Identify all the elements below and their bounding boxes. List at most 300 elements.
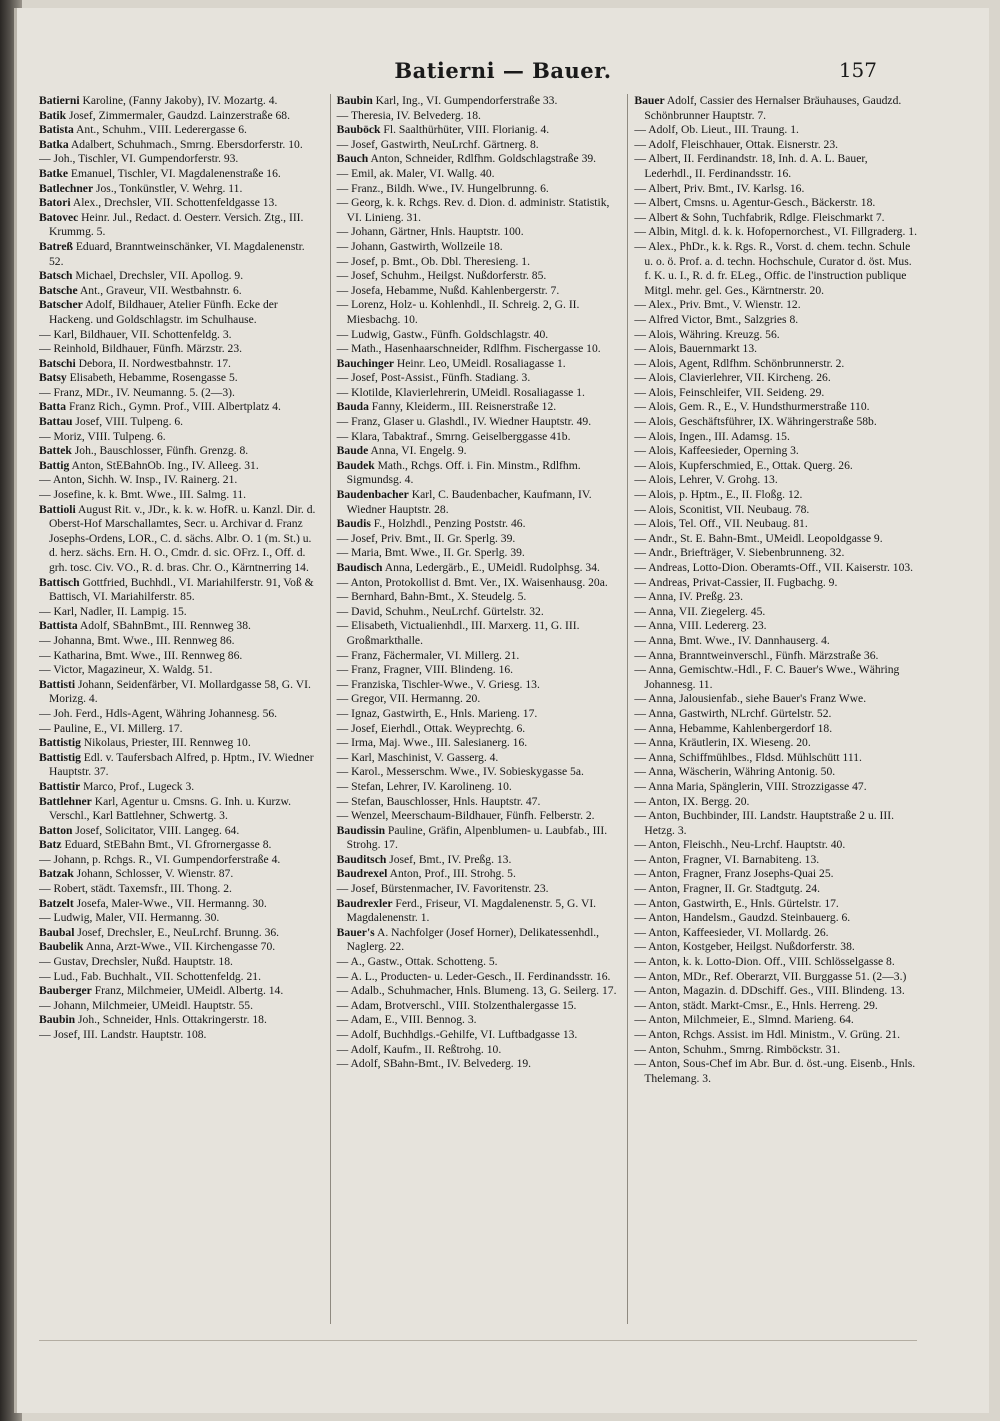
entry-text: — Anna, Hebamme, Kahlenbergerdorf 18. [634, 721, 833, 735]
entry-text: — Anton, Gastwirth, E., Hnls. Gürtelstr. 17. [634, 896, 839, 910]
column-right [627, 94, 917, 1324]
entry-text: Karl, Agentur u. Cmsns. G. Inh. u. Kurzw. Verschl., Karl Battlehner, Schwertg. 3. [49, 794, 292, 823]
entry-text: — Emil, ak. Maler, VI. Wallg. 40. [336, 166, 495, 180]
directory-entry [39, 1028, 322, 1043]
entry-text: — Adolf, SBahn-Bmt., IV. Belvederg. 19. [336, 1057, 532, 1071]
directory-entry [337, 196, 620, 225]
directory-entry [39, 328, 322, 343]
directory-entry [39, 780, 322, 795]
directory-entry [634, 196, 917, 211]
entry-text: — Gustav, Drechsler, Nußd. Hauptstr. 18. [39, 955, 233, 969]
directory-entry [634, 707, 917, 722]
directory-entry [634, 371, 917, 386]
directory-entry [39, 882, 322, 897]
directory-entry [337, 765, 620, 780]
directory-entry [337, 1057, 620, 1072]
entry-text: — Klara, Tabaktraf., Smrng. Geiselberggasse 41b. [336, 429, 571, 443]
entry-text: — Anna, Jalousienfab., siehe Bauer's Franz Wwe. [634, 692, 867, 706]
entry-text: Josef, Zimmermaler, Gaudzd. Lainzerstraße 68. [66, 108, 290, 122]
directory-entry [39, 415, 322, 430]
entry-text: — Franz, MDr., IV. Neumanng. 5. (2—3). [39, 385, 235, 399]
entry-text: Gottfried, Buchhdl., VI. Mariahilferstr. 91, Voß & Battisch, VI. Mariahilferstr. 85. [49, 575, 314, 604]
entry-text: — Ludwig, Gastw., Fünfh. Goldschlagstr. 40. [336, 327, 549, 341]
entry-headword: Baudrexler [336, 896, 393, 910]
entry-headword: Batori [39, 196, 71, 210]
directory-entry [634, 765, 917, 780]
directory-entry [634, 590, 917, 605]
directory-entry [39, 240, 322, 269]
entry-headword: Baudissin [336, 823, 386, 837]
directory-entry [39, 182, 322, 197]
directory-entry [337, 867, 620, 882]
directory-entry [634, 298, 917, 313]
entry-text: — Adolf, Buchhdlgs.-Gehilfe, VI. Luftbadgasse 13. [336, 1028, 578, 1041]
entry-text: Adolf, Bildhauer, Atelier Fünfh. Ecke der Hackeng. und Goldschlagstr. im Schulhause. [49, 298, 278, 326]
entry-text: Marco, Prof., Lugeck 3. [80, 779, 195, 793]
directory-entry [39, 853, 322, 868]
directory-entry [39, 984, 322, 999]
entry-headword: Baubin [336, 94, 373, 107]
entry-text: — Franz, Fragner, VIII. Blindeng. 16. [336, 663, 514, 677]
directory-entry [634, 838, 917, 853]
directory-entry [337, 182, 620, 197]
directory-entry [337, 488, 620, 517]
entry-headword: Baude [336, 444, 369, 458]
directory-entry [337, 882, 620, 897]
directory-entry [39, 109, 322, 124]
entry-text: — Karl, Bildhauer, VII. Schottenfeldg. 3. [39, 327, 232, 341]
directory-entry [634, 634, 917, 649]
entry-headword: Battistig [39, 736, 81, 750]
entry-text: Anton, Schneider, Rdlfhm. Goldschlagstraße 39. [368, 152, 597, 166]
entry-text: Eduard, StEBahn Bmt., VI. Gfrornergasse 8. [61, 838, 272, 852]
entry-text: — Josef, Bürstenmacher, IV. Favoritenstr. 23. [336, 882, 549, 896]
directory-entry [337, 1028, 620, 1043]
directory-entry [39, 824, 322, 839]
entry-text: Elisabeth, Hebamme, Rosengasse 5. [66, 371, 238, 385]
directory-entry [337, 357, 620, 372]
directory-entry [634, 1013, 917, 1028]
directory-entry [634, 444, 917, 459]
entry-text: — Karl, Nadler, II. Lampig. 15. [39, 604, 187, 618]
entry-text: — A. L., Producten- u. Leder-Gesch., II. Ferdinandsstr. 16. [336, 969, 611, 983]
entry-text: — Albert & Sohn, Tuchfabrik, Rdlge. Fleischmarkt 7. [634, 210, 885, 224]
entry-text: Josef, Solicitator, VIII. Langeg. 64. [72, 823, 240, 837]
entry-text: Alex., Drechsler, VII. Schottenfeldgasse 13. [70, 196, 278, 210]
running-head: Batierni — Bauer. [394, 58, 612, 83]
directory-entry [634, 430, 917, 445]
directory-entry [634, 357, 917, 372]
entry-text: — Stefan, Bauschlosser, Hnls. Hauptstr. 47. [336, 794, 541, 808]
entry-text: — Anna, VIII. Ledererg. 23. [634, 619, 767, 633]
entry-text: — Alois, Clavierlehrer, VII. Kircheng. 26. [634, 371, 831, 385]
directory-entry [337, 1013, 620, 1028]
directory-entry [337, 576, 620, 591]
entry-headword: Baubin [39, 1013, 76, 1027]
entry-text: Nikolaus, Priester, III. Rennweg 10. [80, 736, 251, 750]
directory-entry [39, 649, 322, 664]
directory-entry [634, 152, 917, 181]
entry-text: — Josef, p. Bmt., Ob. Dbl. Theresieng. 1. [336, 254, 530, 268]
entry-headword: Bauer's [336, 925, 375, 939]
entry-text: — Karol., Messerschm. Wwe., IV. Sobieskygasse 5a. [336, 765, 584, 779]
directory-entry [634, 926, 917, 941]
entry-text: — Adolf, Ob. Lieut., III. Traung. 1. [634, 123, 799, 137]
entry-text: Emanuel, Tischler, VI. Magdalenenstraße 16. [67, 166, 281, 180]
entry-text: — Josef, Schuhm., Heilgst. Nußdorferstr. 85. [336, 269, 547, 283]
directory-entry [337, 284, 620, 299]
directory-entry [39, 605, 322, 620]
entry-text: Anna, Arzt-Wwe., VII. Kirchengasse 70. [83, 940, 276, 954]
directory-entry [39, 473, 322, 488]
entry-text: — Karl, Maschinist, V. Gasserg. 4. [336, 750, 499, 764]
entry-headword: Battistig [39, 750, 81, 764]
directory-entry [337, 400, 620, 415]
entry-text: — Anton, Sous-Chef im Abr. Bur. d. öst.-ung. Eisenb., Hnls. Thelemang. 3. [634, 1057, 916, 1085]
entry-text: — Josef, Post-Assist., Fünfh. Stadiang. 3. [336, 371, 531, 385]
entry-text: — Albert, Cmsns. u. Agentur-Gesch., Bäckerstr. 18. [634, 196, 876, 210]
directory-entry [634, 459, 917, 474]
directory-entry [634, 576, 917, 591]
entry-text: — Anton, Handelsm., Gaudzd. Steinbauerg. 6. [634, 911, 851, 925]
entry-headword: Batsch [39, 269, 73, 283]
directory-entry [337, 167, 620, 182]
directory-entry [634, 649, 917, 664]
entry-text: — Ludwig, Maler, VII. Hermanng. 30. [39, 911, 220, 925]
entry-text: Adolf, Cassier des Hernalser Bräuhauses, Gaudzd. Schönbrunner Hauptstr. 7. [644, 94, 902, 122]
entry-text: — Anna, Gastwirth, NLrchf. Gürtelstr. 52. [634, 706, 832, 720]
entry-headword: Batik [39, 108, 67, 122]
directory-entry [634, 561, 917, 576]
entry-text: — Josefine, k. k. Bmt. Wwe., III. Salmg. 11. [39, 488, 247, 502]
entry-headword: Batschi [39, 356, 76, 370]
entry-text: Debora, II. Nordwestbahnstr. 17. [75, 356, 231, 370]
entry-headword: Batlechner [39, 181, 94, 195]
entry-text: — Josefa, Hebamme, Nußd. Kahlenbergerstr. 7. [336, 283, 560, 297]
entry-text: — Georg, k. k. Rchgs. Rev. d. Dion. d. administr. Statistik, VI. Linieng. 31. [336, 196, 610, 224]
directory-entry [337, 663, 620, 678]
entry-headword: Baudenbacher [336, 488, 409, 502]
directory-entry [39, 284, 322, 299]
entry-text: — Anton, Rchgs. Assist. im Hdl. Ministm., V. Grüng. 21. [634, 1028, 900, 1041]
entry-text: — Andreas, Lotto-Dion. Oberamts-Off., VII. Kaiserstr. 103. [634, 561, 914, 574]
entry-text: Anna, VI. Engelg. 9. [368, 444, 467, 458]
entry-text: — Anna, Branntweinverschl., Fünfh. Märzstraße 36. [634, 648, 879, 662]
directory-entry [634, 517, 917, 532]
directory-entry [634, 225, 917, 240]
entry-text: — Anna, Schiffmühlbes., Fldsd. Mühlschütt 111. [634, 750, 862, 764]
entry-headword: Battistir [39, 779, 81, 793]
entry-text: — Albert, Priv. Bmt., IV. Karlsg. 16. [634, 181, 805, 195]
directory-entry [634, 751, 917, 766]
entry-headword: Batierni [39, 94, 80, 107]
directory-entry [337, 386, 620, 401]
entry-text: — Josef, Priv. Bmt., II. Gr. Sperlg. 39. [336, 531, 516, 545]
entry-text: — Joh. Ferd., Hdls-Agent, Währing Johannesg. 56. [39, 706, 278, 720]
entry-text: Michael, Drechsler, VII. Apollog. 9. [72, 269, 244, 283]
page-header [17, 58, 989, 94]
entry-headword: Batzak [39, 867, 74, 881]
entry-text: — Robert, städt. Taxemsfr., III. Thong. 2. [39, 882, 232, 896]
entry-text: Franz Rich., Gymn. Prof., VIII. Albertplatz 4. [66, 400, 281, 414]
entry-text: — Anna, Kräutlerin, IX. Wieseng. 20. [634, 736, 811, 750]
entry-text: Anton, Prof., III. Strohg. 5. [387, 867, 516, 881]
entry-headword: Battisch [39, 575, 80, 589]
directory-entry [39, 196, 322, 211]
directory-entry [337, 94, 620, 109]
directory-entry [39, 838, 322, 853]
entry-text: — Moriz, VIII. Tulpeng. 6. [39, 429, 166, 443]
entry-text: — Josef, III. Landstr. Hauptstr. 108. [39, 1028, 207, 1041]
entry-headword: Baudek [336, 458, 375, 472]
entry-text: — Stefan, Lehrer, IV. Karolineng. 10. [336, 779, 512, 793]
directory-entry [337, 926, 620, 955]
directory-entry [337, 459, 620, 488]
directory-entry [337, 751, 620, 766]
entry-text: — Adalb., Schuhmacher, Hnls. Blumeng. 13, G. Seilerg. 17. [336, 984, 617, 998]
entry-text: — Alois, Lehrer, V. Grohg. 13. [634, 473, 778, 487]
directory-entry [39, 371, 322, 386]
directory-entry [634, 970, 917, 985]
directory-entry [39, 444, 322, 459]
entry-text: — Anton, Milchmeier, E., Slmnd. Marieng. 64. [634, 1013, 854, 1027]
directory-entry [39, 940, 322, 955]
directory-entry [337, 430, 620, 445]
directory-entry [337, 605, 620, 620]
entry-text: — Alois, Gem. R., E., V. Hundsthurmerstraße 110. [634, 400, 870, 414]
entry-headword: Battlehner [39, 794, 92, 808]
entry-text: — Johanna, Bmt. Wwe., III. Rennweg 86. [39, 633, 235, 647]
entry-text: — Reinhold, Bildhauer, Fünfh. Märzstr. 23. [39, 342, 243, 356]
directory-entry [39, 430, 322, 445]
entry-headword: Batsy [39, 371, 67, 385]
entry-text: Joh., Schneider, Hnls. Ottakringerstr. 18. [75, 1013, 267, 1027]
entry-headword: Batta [39, 400, 67, 414]
column-left [39, 94, 322, 1324]
directory-entry [634, 1057, 917, 1086]
entry-text: — Maria, Bmt. Wwe., II. Gr. Sperlg. 39. [336, 546, 525, 560]
entry-headword: Bauberger [39, 984, 92, 998]
entry-text: — Johann, Milchmeier, UMeidl. Hauptstr. 55. [39, 998, 253, 1012]
directory-entry [39, 123, 322, 138]
directory-entry [337, 328, 620, 343]
directory-entry [39, 342, 322, 357]
entry-headword: Baudrexel [336, 867, 388, 881]
directory-entry [634, 400, 917, 415]
entry-text: August Rit. v., JDr., k. k. w. HofR. u. Kanzl. Dir. d. Oberst-Hof Marschallamtes, Secr. u. Archivar d. Franz Josephs-Ordens, LOR., C. d. sächs. Albr. O. 1 (m. St.) u. d. herz. sächs. Ern. H. O., Cmdr. d. sic. OFrz. I., Off. d. grh. tosc. Civ. VO., R. d. bras. Chr. O., Kärntnerring 14. [49, 502, 316, 574]
entry-headword: Battioli [39, 502, 76, 516]
directory-entry [39, 926, 322, 941]
directory-entry [634, 984, 917, 999]
entry-headword: Batscher [39, 298, 83, 312]
directory-entry [634, 386, 917, 401]
entry-text: — Alois, Kupferschmied, E., Ottak. Querg. 26. [634, 458, 853, 472]
directory-entry [634, 94, 917, 123]
entry-text: Anna, Ledergärb., E., UMeidl. Rudolphsg. 34. [382, 561, 600, 574]
entry-text: Jos., Tonkünstler, V. Wehrg. 11. [93, 181, 243, 195]
directory-entry [39, 400, 322, 415]
entry-text: — Lorenz, Holz- u. Kohlenhdl., II. Schreig. 2, G. II. Miesbachg. 10. [336, 298, 580, 326]
directory-entry [337, 415, 620, 430]
directory-entry [634, 882, 917, 897]
directory-entry [39, 167, 322, 182]
entry-text: — Andr., Briefträger, V. Siebenbrunneng. 32. [634, 546, 845, 560]
entry-headword: Bauditsch [336, 852, 387, 866]
directory-entry [634, 473, 917, 488]
entry-text: — Albert, II. Ferdinandstr. 18, Inh. d. A. L. Bauer, Lederhdl., II. Ferdinandsstr. 16. [634, 152, 868, 180]
entry-text: — Andreas, Privat-Cassier, II. Fugbachg. 9. [634, 575, 838, 589]
directory-entry [337, 736, 620, 751]
directory-entry [39, 867, 322, 882]
entry-headword: Batke [39, 166, 68, 180]
directory-entry [337, 1043, 620, 1058]
directory-entry [337, 999, 620, 1014]
directory-entry [634, 722, 917, 737]
entry-text: Karl, Ing., VI. Gumpendorferstraße 33. [372, 94, 558, 107]
directory-entry [337, 678, 620, 693]
entry-text: — Bernhard, Bahn-Bmt., X. Steudelg. 5. [336, 590, 527, 604]
entry-text: — Alois, Geschäftsführer, IX. Währingerstraße 58b. [634, 415, 877, 429]
directory-entry [337, 809, 620, 824]
directory-entry [634, 1028, 917, 1043]
entry-text: Anton, StEBahnOb. Ing., IV. Alleeg. 31. [69, 458, 259, 472]
directory-entry [337, 444, 620, 459]
directory-entry [39, 211, 322, 240]
entry-text: — Anton, MDr., Ref. Oberarzt, VII. Burggasse 51. (2—3.) [634, 969, 907, 983]
directory-entry [337, 722, 620, 737]
entry-text: — Anton, Sichh. W. Insp., IV. Rainerg. 21. [39, 473, 238, 487]
directory-entry [337, 897, 620, 926]
entry-headword: Batton [39, 823, 73, 837]
directory-entry [39, 298, 322, 327]
directory-entry [337, 225, 620, 240]
entry-headword: Batka [39, 137, 69, 151]
entry-text: — Johann, Gärtner, Hnls. Hauptstr. 100. [336, 225, 524, 239]
directory-entry [634, 795, 917, 810]
directory-entry [634, 619, 917, 634]
entry-text: Math., Rchgs. Off. i. Fin. Minstm., Rdlfhm. Sigmundsg. 4. [346, 458, 581, 487]
directory-entry [39, 488, 322, 503]
entry-text: — Franz, Glaser u. Glashdl., IV. Wiedner Hauptstr. 49. [336, 415, 592, 429]
entry-text: — Katharina, Bmt. Wwe., III. Rennweg 86. [39, 648, 243, 662]
directory-entry [634, 955, 917, 970]
entry-text: — Elisabeth, Victualienhdl., III. Marxerg. 11, G. III. Großmarkthalle. [336, 619, 580, 647]
entry-headword: Batzelt [39, 896, 74, 910]
entry-text: — Alex., PhDr., k. k. Rgs. R., Vorst. d. chem. techn. Schule u. o. ö. Prof. a. d. techn. Hochschule, Curator d. öst. Mus. f. K. u. I., R. d. fr. ELeg., Offic. de l'instruction publique Mitgl. mehr. gel. Ges., Kärntnerstr. 20. [634, 239, 912, 297]
directory-entry [337, 532, 620, 547]
entry-text: Fanny, Kleiderm., III. Reisnerstraße 12. [368, 400, 557, 414]
entry-text: — Irma, Maj. Wwe., III. Salesianerg. 16. [336, 736, 528, 750]
directory-columns [39, 94, 917, 1324]
entry-text: — Math., Hasenhaarschneider, Rdlfhm. Fischergasse 10. [336, 342, 601, 356]
entry-text: — Alois, Sconitist, VII. Neubaug. 78. [634, 502, 810, 516]
entry-headword: Batreß [39, 239, 73, 253]
entry-text: Adolf, SBahnBmt., III. Rennweg 38. [77, 619, 251, 633]
entry-text: — A., Gastw., Ottak. Schotteng. 5. [336, 955, 498, 969]
directory-entry [39, 576, 322, 605]
entry-text: A. Nachfolger (Josef Horner), Delikatessenhdl., Naglerg. 22. [346, 925, 600, 954]
directory-entry [39, 634, 322, 649]
page-number: 157 [838, 58, 877, 82]
directory-entry [39, 386, 322, 401]
entry-text: F., Holzhdl., Penzing Poststr. 46. [370, 517, 526, 531]
entry-headword: Bauda [336, 400, 369, 414]
directory-entry [337, 984, 620, 999]
entry-headword: Batsche [39, 283, 78, 297]
directory-entry [634, 940, 917, 955]
directory-entry [634, 692, 917, 707]
entry-text: — Johann, p. Rchgs. R., VI. Gumpendorferstraße 4. [39, 852, 281, 866]
directory-entry [39, 1013, 322, 1028]
entry-text: — Anton, Protokollist d. Bmt. Ver., IX. Waisenhausg. 20a. [336, 575, 608, 589]
entry-text: — Franziska, Tischler-Wwe., V. Griesg. 13. [336, 677, 540, 691]
directory-entry [337, 152, 620, 167]
directory-entry [39, 736, 322, 751]
entry-text: — Anton, IX. Bergg. 20. [634, 794, 750, 808]
entry-headword: Battek [39, 444, 72, 458]
entry-text: Pauline, Gräfin, Alpenblumen- u. Laubfab., III. Strohg. 17. [346, 823, 608, 852]
directory-entry [337, 955, 620, 970]
entry-text: Edl. v. Taufersbach Alfred, p. Hptm., IV. Wiedner Hauptstr. 37. [49, 750, 314, 779]
directory-entry [337, 109, 620, 124]
entry-headword: Batovec [39, 210, 79, 224]
entry-text: — Anton, Kostgeber, Heilgst. Nußdorferstr. 38. [634, 940, 855, 954]
directory-entry [634, 138, 917, 153]
entry-text: — Alois, Bauernmarkt 13. [634, 342, 758, 356]
entry-text: Josef, Drechsler, E., NeuLrchf. Brunng. 36. [74, 925, 280, 939]
entry-text: — Lud., Fab. Buchhalt., VII. Schottenfeldg. 21. [39, 969, 261, 983]
entry-headword: Baudisch [336, 561, 383, 574]
directory-entry [337, 970, 620, 985]
directory-entry [634, 780, 917, 795]
directory-entry [337, 546, 620, 561]
entry-text: — Alois, Kaffeesieder, Operning 3. [634, 444, 799, 458]
directory-entry [634, 736, 917, 751]
directory-entry [39, 459, 322, 474]
directory-entry [337, 342, 620, 357]
entry-text: — Alfred Victor, Bmt., Salzgries 8. [634, 312, 799, 326]
entry-text: — Alois, Tel. Off., VII. Neubaug. 81. [634, 517, 808, 531]
entry-text: — Pauline, E., VI. Millerg. 17. [39, 721, 183, 735]
entry-text: — Anton, Magazin. d. DDschiff. Ges., VIII. Blindeng. 13. [634, 984, 905, 998]
directory-entry [634, 328, 917, 343]
entry-text: — David, Schuhm., NeuLrchf. Gürtelstr. 32. [336, 604, 544, 618]
entry-headword: Battista [39, 619, 78, 633]
directory-entry [337, 517, 620, 532]
entry-text: — Anna, Wäscherin, Währing Antonig. 50. [634, 765, 836, 779]
entry-text: — Adam, Brotverschl., VIII. Stolzenthalergasse 15. [336, 998, 577, 1012]
entry-text: — Anton, Schuhm., Smrng. Rimböckstr. 31. [634, 1042, 841, 1056]
directory-entry [337, 649, 620, 664]
entry-headword: Battau [39, 415, 73, 429]
directory-entry [634, 182, 917, 197]
entry-text: — Anton, Fragner, Franz Josephs-Quai 25. [634, 867, 834, 881]
entry-text: — Alois, Währing. Kreuzg. 56. [634, 327, 780, 341]
directory-entry [634, 1043, 917, 1058]
entry-text: Karoline, (Fanny Jakoby), IV. Mozartg. 4. [79, 94, 278, 107]
directory-entry [634, 503, 917, 518]
entry-text: — Anna, Gemischtw.-Hdl., F. C. Bauer's Wwe., Währing Johannesg. 11. [634, 663, 900, 691]
directory-entry [634, 488, 917, 503]
directory-entry [39, 970, 322, 985]
entry-text: — Anton, Kaffeesieder, VI. Mollardg. 26. [634, 925, 829, 939]
entry-text: — Albin, Mitgl. d. k. k. Hofopernorchest., VI. Fillgraderg. 1. [634, 225, 917, 239]
entry-headword: Bauchinger [336, 356, 395, 370]
entry-headword: Bauböck [336, 123, 381, 137]
entry-text: — Alex., Priv. Bmt., V. Wienstr. 12. [634, 298, 801, 312]
directory-entry [337, 240, 620, 255]
entry-text: — Gregor, VII. Hermanng. 20. [336, 692, 481, 706]
